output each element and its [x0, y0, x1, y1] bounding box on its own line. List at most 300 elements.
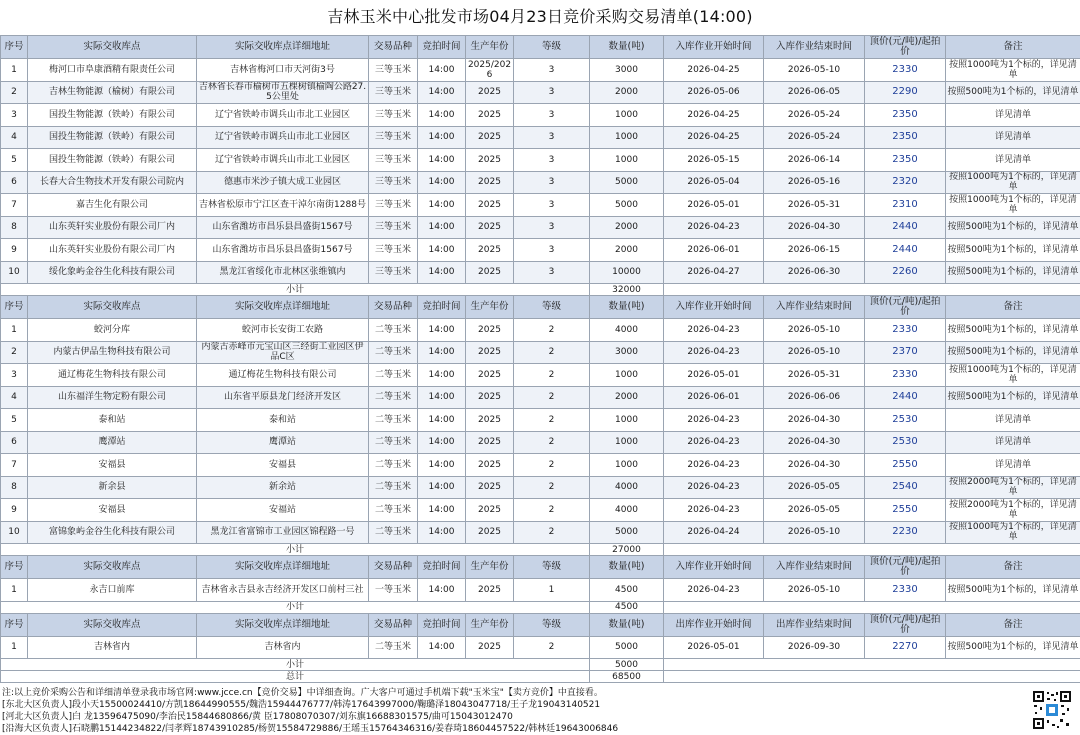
- cell-remark: 详见清单: [946, 104, 1080, 127]
- cell-address: 黑龙江省绥化市北林区张维镇内: [197, 261, 369, 284]
- table-row: [1, 126, 1080, 149]
- cell-year: 2025: [466, 499, 514, 522]
- cell-grade: 3: [514, 104, 590, 127]
- table-row: [1, 364, 1080, 387]
- cell-index: 6: [1, 171, 28, 194]
- cell-year: 2025: [466, 386, 514, 409]
- cell-auction-time: 14:00: [418, 386, 466, 409]
- cell-start-date: 2026-04-23: [664, 579, 764, 602]
- cell-remark: 详见清单: [946, 454, 1080, 477]
- table-row: [1, 81, 1080, 104]
- cell-remark: 按照500吨为1个标的，详见清单: [946, 261, 1080, 284]
- cell-auction-time: 14:00: [418, 579, 466, 602]
- cell-depot: 嘉吉生化有限公司: [28, 194, 197, 217]
- column-header: 交易品种: [369, 36, 418, 59]
- cell-year: 2025: [466, 149, 514, 172]
- cell-variety: 二等玉米: [369, 636, 418, 659]
- cell-end-date: 2026-06-05: [764, 81, 865, 104]
- cell-grade: 3: [514, 59, 590, 82]
- header-row: [1, 556, 1080, 579]
- subtotal-label: 小计: [1, 601, 590, 613]
- cell-depot: 安福县: [28, 454, 197, 477]
- cell-remark: 按照500吨为1个标的，详见清单: [946, 341, 1080, 364]
- column-header: 生产年份: [466, 36, 514, 59]
- cell-auction-time: 14:00: [418, 149, 466, 172]
- cell-remark: 详见清单: [946, 409, 1080, 432]
- cell-start-date: 2026-04-23: [664, 454, 764, 477]
- cell-depot: 吉林省内: [28, 636, 197, 659]
- column-header: 等级: [514, 613, 590, 636]
- cell-year: 2025: [466, 579, 514, 602]
- note-line: [东北大区负责人]段小天15500024410/方凯18644990555/魏浩15944476777/韩涛17643997000/鞠璐泽18043047718/王子龙19043140521: [2, 699, 1012, 711]
- cell-quantity: 4000: [590, 476, 664, 499]
- column-header: 等级: [514, 556, 590, 579]
- cell-price: 2550: [865, 454, 946, 477]
- cell-grade: 3: [514, 194, 590, 217]
- cell-grade: 2: [514, 499, 590, 522]
- cell-grade: 3: [514, 81, 590, 104]
- cell-depot: 新余县: [28, 476, 197, 499]
- column-header: 入库作业开始时间: [664, 36, 764, 59]
- cell-depot: 国投生物能源（铁岭）有限公司: [28, 104, 197, 127]
- cell-index: 3: [1, 104, 28, 127]
- cell-index: 5: [1, 149, 28, 172]
- cell-price: 2260: [865, 261, 946, 284]
- cell-remark: 按照500吨为1个标的，详见清单: [946, 81, 1080, 104]
- cell-price: 2330: [865, 364, 946, 387]
- column-header: 序号: [1, 613, 28, 636]
- cell-price: 2310: [865, 194, 946, 217]
- cell-remark: 按照500吨为1个标的，详见清单: [946, 636, 1080, 659]
- cell-index: 9: [1, 499, 28, 522]
- cell-price: 2440: [865, 216, 946, 239]
- cell-depot: 鹰潭站: [28, 431, 197, 454]
- table-row: [1, 104, 1080, 127]
- cell-grade: 2: [514, 341, 590, 364]
- cell-end-date: 2026-06-14: [764, 149, 865, 172]
- cell-end-date: 2026-05-24: [764, 104, 865, 127]
- cell-depot: 梅河口市阜康酒精有限责任公司: [28, 59, 197, 82]
- cell-index: 3: [1, 364, 28, 387]
- cell-year: 2025: [466, 194, 514, 217]
- subtotal-label: 小计: [1, 284, 590, 296]
- cell-address: 吉林省永吉县永吉经济开发区口前村三社: [197, 579, 369, 602]
- column-header: 出库作业结束时间: [764, 613, 865, 636]
- cell-variety: 二等玉米: [369, 431, 418, 454]
- cell-price: 2350: [865, 104, 946, 127]
- cell-quantity: 1000: [590, 126, 664, 149]
- cell-price: 2440: [865, 239, 946, 262]
- cell-end-date: 2026-06-15: [764, 239, 865, 262]
- cell-end-date: 2026-05-10: [764, 59, 865, 82]
- cell-variety: 二等玉米: [369, 409, 418, 432]
- cell-variety: 三等玉米: [369, 104, 418, 127]
- column-header: 入库作业结束时间: [764, 556, 865, 579]
- column-header: 顶价(元/吨)/起拍价: [865, 36, 946, 59]
- column-header: 数量(吨): [590, 613, 664, 636]
- table-row: [1, 386, 1080, 409]
- column-header: 备注: [946, 556, 1080, 579]
- column-header: 顶价(元/吨)/起拍价: [865, 296, 946, 319]
- cell-grade: 1: [514, 579, 590, 602]
- column-header: 实际交收库点详细地址: [197, 556, 369, 579]
- cell-year: 2025: [466, 341, 514, 364]
- column-header: 实际交收库点: [28, 296, 197, 319]
- table-row: [1, 499, 1080, 522]
- cell-address: 辽宁省铁岭市调兵山市北工业园区: [197, 149, 369, 172]
- cell-year: 2025: [466, 476, 514, 499]
- cell-price: 2330: [865, 579, 946, 602]
- table-row: [1, 521, 1080, 544]
- cell-quantity: 2000: [590, 239, 664, 262]
- cell-grade: 2: [514, 409, 590, 432]
- cell-end-date: 2026-05-31: [764, 194, 865, 217]
- cell-auction-time: 14:00: [418, 81, 466, 104]
- table-row: [1, 454, 1080, 477]
- cell-auction-time: 14:00: [418, 261, 466, 284]
- cell-auction-time: 14:00: [418, 104, 466, 127]
- cell-auction-time: 14:00: [418, 194, 466, 217]
- cell-quantity: 2000: [590, 81, 664, 104]
- cell-address: 山东省潍坊市昌乐县昌盛街1567号: [197, 239, 369, 262]
- cell-remark: 按照500吨为1个标的，详见清单: [946, 216, 1080, 239]
- total-label: 总计: [1, 671, 590, 683]
- note-line: [沿海大区负责人]石晓鹏15144234822/闫孝辉18743910285/杨贺15584729886/王瑶玉15764346316/姜春琦18604457522/韩林廷19643006846: [2, 723, 1012, 735]
- cell-index: 6: [1, 431, 28, 454]
- cell-variety: 三等玉米: [369, 171, 418, 194]
- cell-remark: 按照1000吨为1个标的，详见清单: [946, 171, 1080, 194]
- cell-start-date: 2026-04-23: [664, 409, 764, 432]
- cell-variety: 二等玉米: [369, 454, 418, 477]
- column-header: 生产年份: [466, 613, 514, 636]
- column-header: 序号: [1, 296, 28, 319]
- cell-auction-time: 14:00: [418, 216, 466, 239]
- cell-price: 2370: [865, 341, 946, 364]
- cell-year: 2025: [466, 126, 514, 149]
- cell-auction-time: 14:00: [418, 239, 466, 262]
- cell-year: 2025: [466, 409, 514, 432]
- cell-end-date: 2026-05-10: [764, 341, 865, 364]
- header-row: [1, 296, 1080, 319]
- cell-variety: 二等玉米: [369, 521, 418, 544]
- cell-end-date: 2026-04-30: [764, 454, 865, 477]
- cell-address: 山东省潍坊市昌乐县昌盛街1567号: [197, 216, 369, 239]
- cell-quantity: 1000: [590, 149, 664, 172]
- cell-start-date: 2026-04-23: [664, 341, 764, 364]
- table-row: [1, 261, 1080, 284]
- cell-depot: 山东英轩实业股份有限公司厂内: [28, 216, 197, 239]
- cell-variety: 一等玉米: [369, 579, 418, 602]
- column-header: 交易品种: [369, 556, 418, 579]
- cell-start-date: 2026-04-23: [664, 499, 764, 522]
- cell-start-date: 2026-04-23: [664, 319, 764, 342]
- cell-end-date: 2026-05-24: [764, 126, 865, 149]
- cell-price: 2550: [865, 499, 946, 522]
- cell-start-date: 2026-05-01: [664, 636, 764, 659]
- cell-quantity: 5000: [590, 194, 664, 217]
- cell-index: 1: [1, 579, 28, 602]
- cell-quantity: 5000: [590, 521, 664, 544]
- cell-auction-time: 14:00: [418, 636, 466, 659]
- cell-start-date: 2026-04-23: [664, 476, 764, 499]
- column-header: 数量(吨): [590, 556, 664, 579]
- column-header: 备注: [946, 36, 1080, 59]
- cell-depot: 吉林生物能源（榆树）有限公司: [28, 81, 197, 104]
- column-header: 实际交收库点详细地址: [197, 36, 369, 59]
- cell-start-date: 2026-06-01: [664, 386, 764, 409]
- cell-address: 安福站: [197, 499, 369, 522]
- cell-price: 2350: [865, 149, 946, 172]
- table-row: [1, 341, 1080, 364]
- cell-price: 2530: [865, 409, 946, 432]
- cell-index: 9: [1, 239, 28, 262]
- cell-start-date: 2026-04-23: [664, 431, 764, 454]
- cell-end-date: 2026-05-10: [764, 579, 865, 602]
- cell-start-date: 2026-04-23: [664, 216, 764, 239]
- table-row: [1, 171, 1080, 194]
- cell-grade: 3: [514, 261, 590, 284]
- cell-index: 1: [1, 636, 28, 659]
- cell-start-date: 2026-04-27: [664, 261, 764, 284]
- column-header: 入库作业开始时间: [664, 556, 764, 579]
- cell-index: 8: [1, 216, 28, 239]
- cell-year: 2025: [466, 216, 514, 239]
- cell-grade: 3: [514, 126, 590, 149]
- cell-variety: 二等玉米: [369, 364, 418, 387]
- cell-quantity: 3000: [590, 59, 664, 82]
- cell-price: 2270: [865, 636, 946, 659]
- cell-index: 7: [1, 194, 28, 217]
- cell-end-date: 2026-05-31: [764, 364, 865, 387]
- column-header: 竞拍时间: [418, 613, 466, 636]
- cell-index: 10: [1, 521, 28, 544]
- cell-remark: 按照1000吨为1个标的，详见清单: [946, 364, 1080, 387]
- column-header: 实际交收库点: [28, 556, 197, 579]
- cell-price: 2440: [865, 386, 946, 409]
- subtotal-value: 4500: [590, 601, 664, 613]
- cell-end-date: 2026-05-16: [764, 171, 865, 194]
- cell-quantity: 5000: [590, 636, 664, 659]
- column-header: 序号: [1, 556, 28, 579]
- cell-quantity: 1000: [590, 431, 664, 454]
- column-header: 出库作业开始时间: [664, 613, 764, 636]
- cell-remark: 按照2000吨为1个标的，详见清单: [946, 476, 1080, 499]
- cell-depot: 泰和站: [28, 409, 197, 432]
- table-row: [1, 319, 1080, 342]
- cell-grade: 2: [514, 319, 590, 342]
- subtotal-row: [1, 284, 1080, 296]
- cell-price: 2320: [865, 171, 946, 194]
- subtotal-value: 5000: [590, 659, 664, 671]
- cell-variety: 三等玉米: [369, 194, 418, 217]
- cell-auction-time: 14:00: [418, 476, 466, 499]
- cell-auction-time: 14:00: [418, 364, 466, 387]
- cell-variety: 二等玉米: [369, 319, 418, 342]
- cell-index: 4: [1, 386, 28, 409]
- column-header: 入库作业开始时间: [664, 296, 764, 319]
- column-header: 数量(吨): [590, 296, 664, 319]
- table-row: [1, 476, 1080, 499]
- cell-remark: 按照1000吨为1个标的，详见清单: [946, 194, 1080, 217]
- cell-remark: 按照500吨为1个标的，详见清单: [946, 239, 1080, 262]
- cell-price: 2290: [865, 81, 946, 104]
- column-header: 竞拍时间: [418, 296, 466, 319]
- cell-quantity: 2000: [590, 386, 664, 409]
- cell-price: 2540: [865, 476, 946, 499]
- cell-grade: 3: [514, 171, 590, 194]
- cell-address: 通辽梅花生物科技有限公司: [197, 364, 369, 387]
- cell-address: 辽宁省铁岭市调兵山市北工业园区: [197, 104, 369, 127]
- cell-remark: 按照1000吨为1个标的，详见清单: [946, 59, 1080, 82]
- cell-start-date: 2026-04-24: [664, 521, 764, 544]
- subtotal-row: [1, 544, 1080, 556]
- column-header: 数量(吨): [590, 36, 664, 59]
- cell-depot: 安福县: [28, 499, 197, 522]
- column-header: 入库作业结束时间: [764, 36, 865, 59]
- cell-year: 2025: [466, 319, 514, 342]
- column-header: 实际交收库点: [28, 613, 197, 636]
- cell-grade: 2: [514, 386, 590, 409]
- column-header: 竞拍时间: [418, 36, 466, 59]
- subtotal-label: 小计: [1, 544, 590, 556]
- procurement-table: [0, 35, 1080, 683]
- table-row: [1, 579, 1080, 602]
- cell-address: 黑龙江省富锦市工业园区锦程路一号: [197, 521, 369, 544]
- cell-index: 8: [1, 476, 28, 499]
- cell-start-date: 2026-04-25: [664, 126, 764, 149]
- cell-variety: 三等玉米: [369, 216, 418, 239]
- header-row: [1, 36, 1080, 59]
- cell-index: 10: [1, 261, 28, 284]
- total-row: [1, 671, 1080, 683]
- qr-code-icon: [1032, 690, 1072, 730]
- cell-year: 2025: [466, 239, 514, 262]
- cell-grade: 2: [514, 454, 590, 477]
- cell-address: 蛟河市长安街工农路: [197, 319, 369, 342]
- cell-variety: 二等玉米: [369, 499, 418, 522]
- column-header: 等级: [514, 296, 590, 319]
- column-header: 实际交收库点详细地址: [197, 613, 369, 636]
- cell-address: 鹰潭站: [197, 431, 369, 454]
- cell-grade: 2: [514, 521, 590, 544]
- cell-start-date: 2026-05-06: [664, 81, 764, 104]
- cell-end-date: 2026-06-30: [764, 261, 865, 284]
- table-row: [1, 216, 1080, 239]
- column-header: 实际交收库点详细地址: [197, 296, 369, 319]
- column-header: 生产年份: [466, 556, 514, 579]
- subtotal-blank: [664, 659, 1080, 671]
- cell-variety: 二等玉米: [369, 476, 418, 499]
- cell-grade: 3: [514, 149, 590, 172]
- cell-quantity: 1000: [590, 364, 664, 387]
- cell-quantity: 1000: [590, 409, 664, 432]
- column-header: 备注: [946, 613, 1080, 636]
- cell-end-date: 2026-05-05: [764, 499, 865, 522]
- cell-start-date: 2026-04-25: [664, 59, 764, 82]
- table-row: [1, 431, 1080, 454]
- cell-index: 2: [1, 81, 28, 104]
- cell-year: 2025/2026: [466, 59, 514, 82]
- table-row: [1, 149, 1080, 172]
- footnotes: [2, 687, 1012, 735]
- cell-year: 2025: [466, 454, 514, 477]
- header-row: [1, 613, 1080, 636]
- subtotal-row: [1, 659, 1080, 671]
- column-header: 备注: [946, 296, 1080, 319]
- cell-year: 2025: [466, 261, 514, 284]
- cell-address: 吉林省内: [197, 636, 369, 659]
- cell-index: 2: [1, 341, 28, 364]
- cell-auction-time: 14:00: [418, 171, 466, 194]
- subtotal-value: 27000: [590, 544, 664, 556]
- cell-grade: 3: [514, 216, 590, 239]
- cell-price: 2330: [865, 319, 946, 342]
- table-row: [1, 239, 1080, 262]
- table-row: [1, 409, 1080, 432]
- cell-variety: 二等玉米: [369, 386, 418, 409]
- cell-quantity: 1000: [590, 454, 664, 477]
- cell-address: 安福县: [197, 454, 369, 477]
- cell-year: 2025: [466, 364, 514, 387]
- cell-start-date: 2026-04-25: [664, 104, 764, 127]
- cell-quantity: 2000: [590, 216, 664, 239]
- cell-variety: 三等玉米: [369, 239, 418, 262]
- subtotal-label: 小计: [1, 659, 590, 671]
- cell-end-date: 2026-04-30: [764, 409, 865, 432]
- cell-quantity: 4500: [590, 579, 664, 602]
- cell-variety: 三等玉米: [369, 261, 418, 284]
- cell-auction-time: 14:00: [418, 499, 466, 522]
- cell-depot: 蛟河分库: [28, 319, 197, 342]
- cell-depot: 国投生物能源（铁岭）有限公司: [28, 149, 197, 172]
- cell-address: 辽宁省铁岭市调兵山市北工业园区: [197, 126, 369, 149]
- cell-depot: 国投生物能源（铁岭）有限公司: [28, 126, 197, 149]
- note-line: 注:以上竞价采购公告和详细清单登录我市场官网:www.jcce.cn【竞价交易】中详细查询。广大客户可通过手机端下载"玉米宝"【卖方竞价】中直接看。: [2, 687, 1012, 699]
- page-title: 吉林玉米中心批发市场04月23日竞价采购交易清单(14:00): [0, 0, 1080, 34]
- cell-index: 7: [1, 454, 28, 477]
- cell-start-date: 2026-05-01: [664, 364, 764, 387]
- cell-depot: 通辽梅花生物科技有限公司: [28, 364, 197, 387]
- table-row: [1, 194, 1080, 217]
- cell-start-date: 2026-05-04: [664, 171, 764, 194]
- cell-index: 1: [1, 319, 28, 342]
- cell-end-date: 2026-05-10: [764, 521, 865, 544]
- cell-remark: 按照1000吨为1个标的，详见清单: [946, 521, 1080, 544]
- cell-address: 泰和站: [197, 409, 369, 432]
- subtotal-blank: [664, 601, 1080, 613]
- cell-quantity: 3000: [590, 341, 664, 364]
- cell-year: 2025: [466, 431, 514, 454]
- subtotal-row: [1, 601, 1080, 613]
- cell-auction-time: 14:00: [418, 319, 466, 342]
- cell-year: 2025: [466, 171, 514, 194]
- cell-address: 吉林省梅河口市天河街3号: [197, 59, 369, 82]
- cell-grade: 2: [514, 431, 590, 454]
- cell-depot: 绥化象屿金谷生化科技有限公司: [28, 261, 197, 284]
- column-header: 实际交收库点: [28, 36, 197, 59]
- cell-start-date: 2026-06-01: [664, 239, 764, 262]
- cell-year: 2025: [466, 636, 514, 659]
- total-blank: [664, 671, 1080, 683]
- cell-start-date: 2026-05-15: [664, 149, 764, 172]
- cell-end-date: 2026-05-05: [764, 476, 865, 499]
- cell-quantity: 1000: [590, 104, 664, 127]
- table-row: [1, 636, 1080, 659]
- column-header: 序号: [1, 36, 28, 59]
- cell-year: 2025: [466, 521, 514, 544]
- cell-index: 4: [1, 126, 28, 149]
- cell-quantity: 10000: [590, 261, 664, 284]
